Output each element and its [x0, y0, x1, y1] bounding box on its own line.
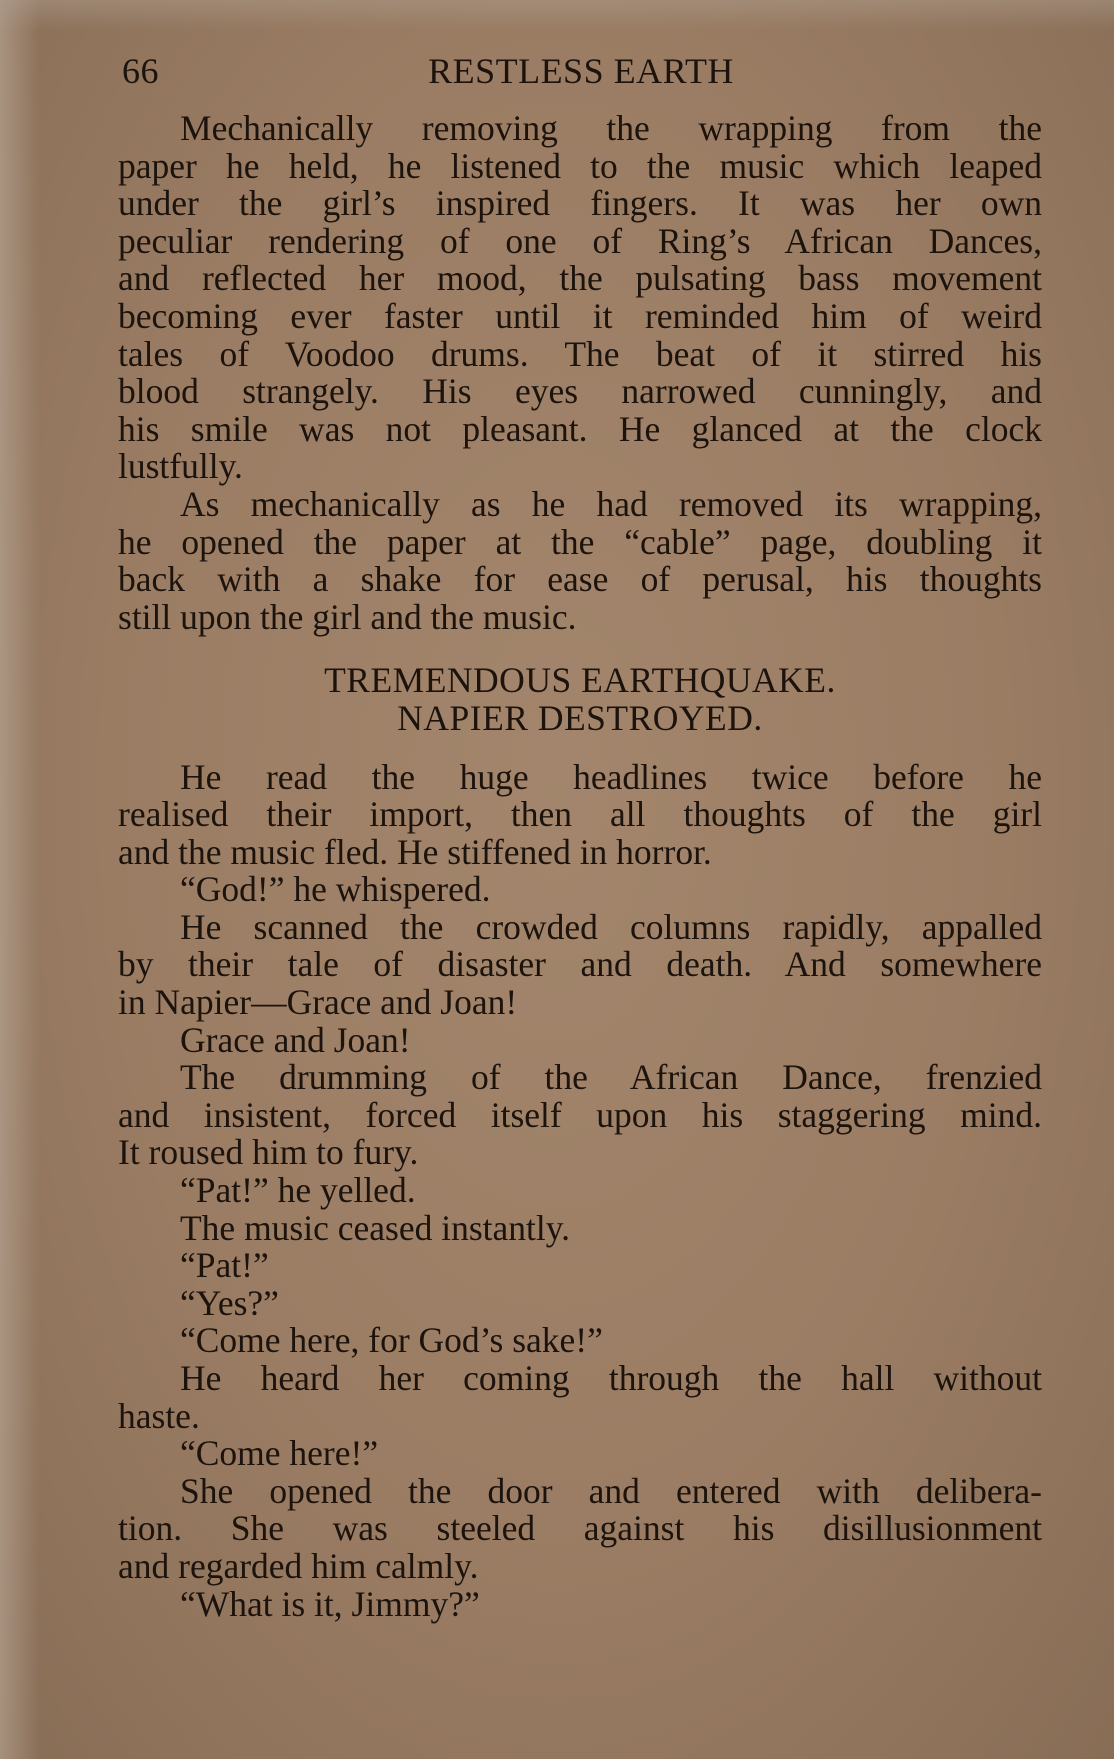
paragraph — [118, 1247, 1042, 1285]
text-line: “God!” he whispered. — [180, 869, 491, 910]
text-line: “Yes?” — [180, 1282, 279, 1323]
text-line: As mechanically as he had removed its wrapping, — [180, 483, 1042, 524]
paragraph — [118, 871, 1042, 909]
text-line: back with a shake for ease of perusal, his thoughts — [118, 559, 1042, 600]
text-line: He heard her coming through the hall without — [180, 1358, 1042, 1398]
text-line: and the music fled. He stiffened in horror. — [118, 831, 712, 872]
text-line: Mechanically removing the wrapping from the — [180, 108, 1042, 148]
text-line: and insistent, forced itself upon his staggering mind. — [118, 1094, 1042, 1135]
text-line: under the girl’s inspired fingers. It was her own — [118, 183, 1042, 224]
paragraph — [118, 1470, 1042, 1586]
paragraph — [118, 1435, 1042, 1473]
paragraph — [118, 483, 1042, 637]
text-line: She opened the door and entered with delibera- — [180, 1470, 1042, 1511]
text-line: he opened the paper at the “cable” page, doubling it — [118, 521, 1042, 562]
text-line: his smile was not pleasant. He glanced at the clock — [118, 408, 1042, 449]
running-title: RESTLESS EARTH — [428, 51, 734, 91]
paragraph — [118, 1019, 1042, 1060]
text-line: The music ceased instantly. — [180, 1207, 571, 1248]
text-line: peculiar rendering of one of Ring’s African Dances, — [118, 220, 1042, 261]
text-line: by their tale of disaster and death. And somewhere — [118, 944, 1042, 985]
text-line: Grace and Joan! — [180, 1019, 411, 1060]
text-line: The drumming of the African Dance, frenzied — [180, 1057, 1042, 1098]
text-line: and reflected her mood, the pulsating bass movement — [118, 258, 1042, 299]
text-line: blood strangely. His eyes narrowed cunningly, and — [118, 371, 1042, 412]
text-line: tion. She was steeled against his disillusionment — [118, 1508, 1042, 1549]
text-line: still upon the girl and the music. — [118, 596, 577, 637]
page-number: 66 — [122, 51, 159, 91]
newspaper-headline — [118, 662, 1042, 737]
paragraph — [118, 110, 1042, 486]
text-line: He read the huge headlines twice before he — [180, 756, 1042, 797]
text-line: paper he held, he listened to the music which leaped — [118, 145, 1042, 186]
text-line: “Come here!” — [180, 1433, 379, 1474]
paragraph — [118, 1059, 1042, 1172]
page-edge-top — [0, 0, 1114, 30]
headline-line-1: TREMENDOUS EARTHQUAKE. — [324, 660, 836, 701]
text-line: haste. — [118, 1395, 200, 1436]
paragraph — [118, 1207, 1042, 1248]
paragraph — [118, 1172, 1042, 1210]
page-edge-left — [0, 0, 40, 1759]
text-line: and regarded him calmly. — [118, 1545, 479, 1586]
text-line: becoming ever faster until it reminded him of weird — [118, 295, 1042, 336]
text-line: “Pat!” — [180, 1245, 269, 1286]
spacer — [118, 738, 1042, 759]
paragraph — [118, 1322, 1042, 1360]
headline-line-2: NAPIER DESTROYED. — [397, 697, 763, 738]
paragraph — [118, 906, 1042, 1023]
text-line: in Napier—Grace and Joan! — [118, 982, 518, 1023]
body-text — [118, 110, 1042, 1623]
text-line: He scanned the crowded columns rapidly, appalled — [180, 906, 1042, 947]
text-line: realised their import, then all thoughts of the girl — [118, 794, 1042, 835]
paragraph — [118, 756, 1042, 872]
paragraph — [118, 1583, 1042, 1624]
text-line: tales of Voodoo drums. The beat of it stirred his — [118, 333, 1042, 374]
text-line: “Pat!” he yelled. — [180, 1170, 416, 1211]
text-line: It roused him to fury. — [118, 1132, 419, 1173]
text-line: “What is it, Jimmy?” — [180, 1583, 480, 1624]
paragraph — [118, 1282, 1042, 1323]
text-line: “Come here, for God’s sake!” — [180, 1320, 603, 1361]
spacer — [118, 636, 1042, 662]
paragraph — [118, 1360, 1042, 1435]
running-header — [122, 50, 1040, 98]
text-line: lustfully. — [118, 446, 243, 487]
